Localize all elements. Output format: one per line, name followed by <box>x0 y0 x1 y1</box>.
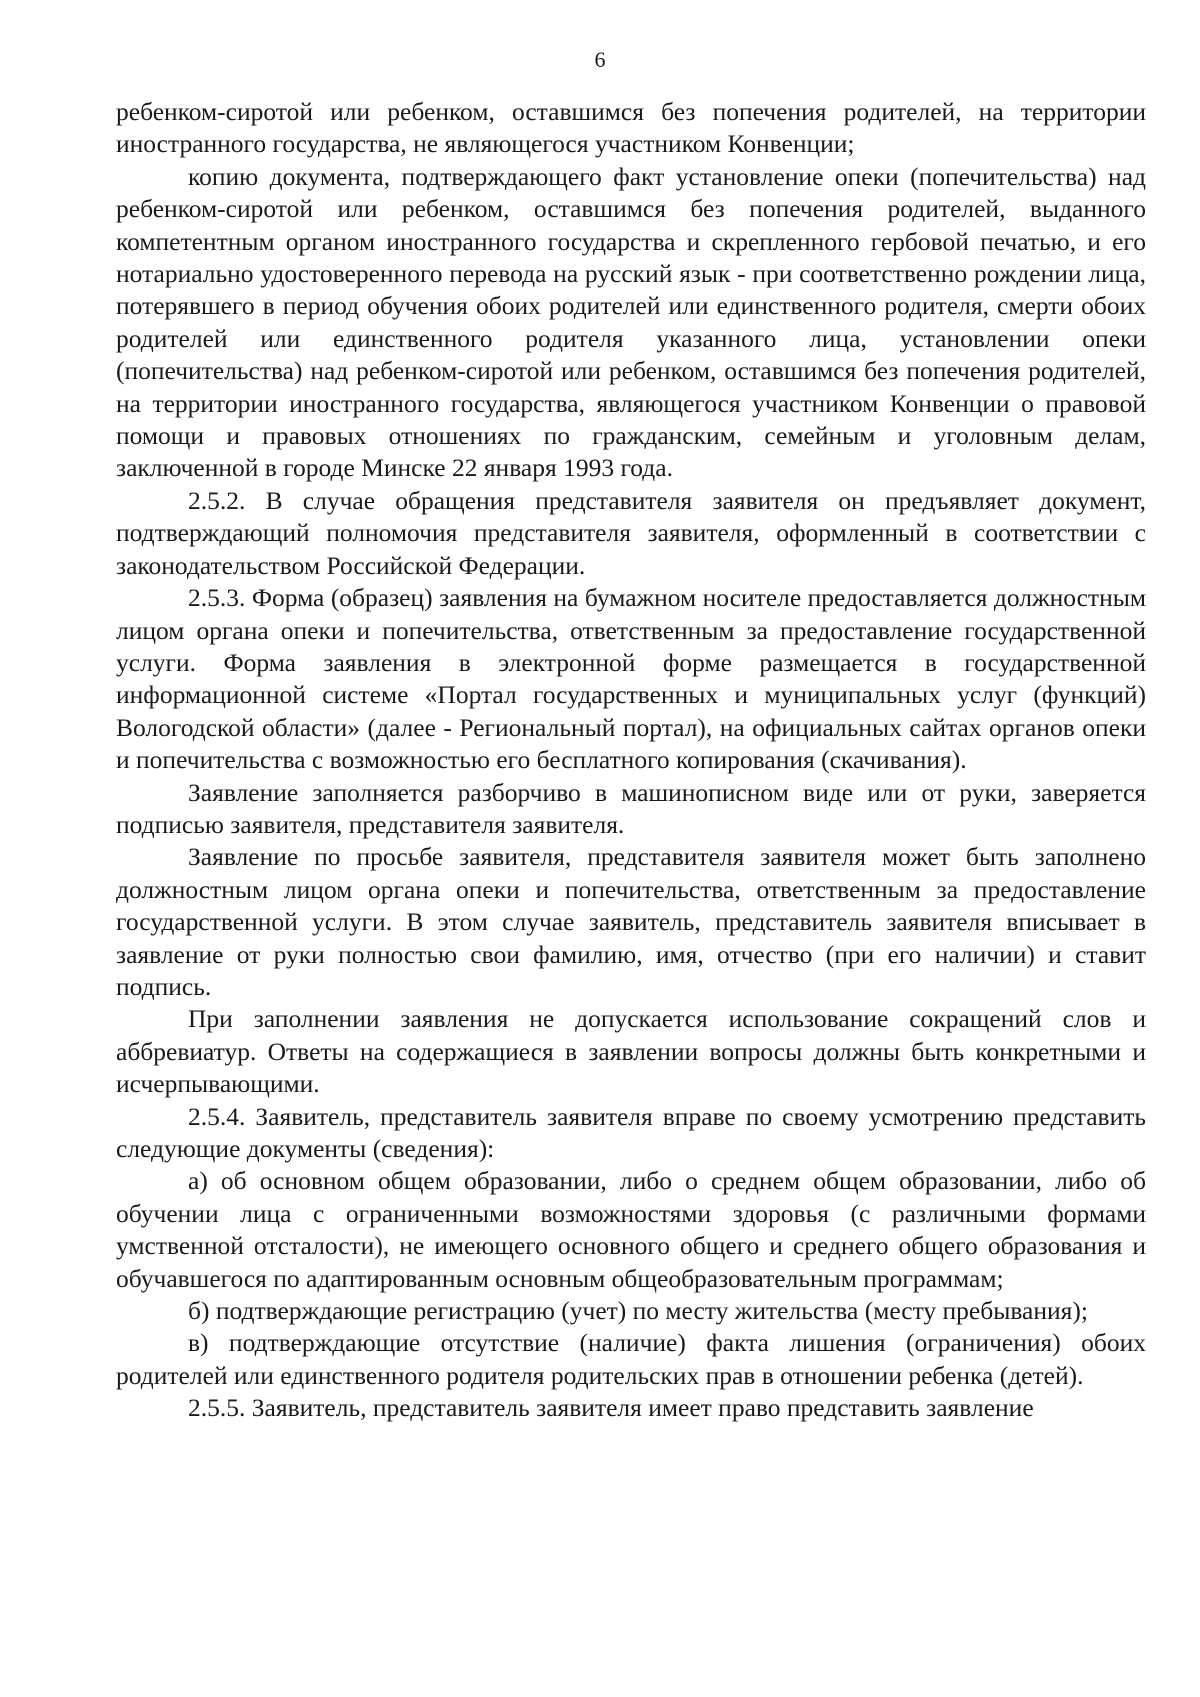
paragraph: Заявление заполняется разборчиво в машинописном виде или от руки, заверяется подписью заявителя, представителя заявителя. <box>116 777 1146 839</box>
paragraph: Заявление по просьбе заявителя, представителя заявителя может быть заполнено должностным лицом органа опеки и попечительства, ответственным за предоставление государственной услуги. В этом случае заявитель, представитель заявителя вписывает в заявление от руки полностью свои фамилию, имя, отчество (при его наличии) и ставит подпись. <box>116 842 1146 1001</box>
paragraph-2-5-2: 2.5.2. В случае обращения представителя заявителя он предъявляет документ, подтверждающий полномочия представителя заявителя, оформленный в соответствии с законодательством Российской Федерации. <box>116 485 1146 580</box>
page-number: 6 <box>594 47 606 72</box>
paragraph: ребенком-сиротой или ребенком, оставшимся без попечения родителей, на территории иностранного государства, не являющегося участником Конвенции; <box>116 97 1146 159</box>
list-item-b: б) подтверждающие регистрацию (учет) по месту жительства (месту пребывания); <box>188 1296 1088 1326</box>
list-item-a: а) об основном общем образовании, либо о среднем общем образовании, либо об обучении лица с ограниченными возможностями здоровья (с различными формами умственной отсталости), не имеющего основного общего и среднего общего образования и обучавшегося по адаптированным основным общеобразовательным программам; <box>116 1166 1146 1293</box>
list-item-v: в) подтверждающие отсутствие (наличие) факта лишения (ограничения) обоих родителей или единственного родителя родительских прав в отношении ребенка (детей). <box>116 1328 1146 1390</box>
paragraph-2-5-3: 2.5.3. Форма (образец) заявления на бумажном носителе предоставляется должностным лицом органа опеки и попечительства, ответственным за предоставление государственной услуги. Форма заявления в электронной форме размещается в государственной информационной системе «Портал государственных и муниципальных услуг (функций) Вологодской области» (далее - Региональный портал), на официальных сайтах органов опеки и попечительства с возможностью его бесплатного копирования (скачивания). <box>116 583 1146 775</box>
paragraph: При заполнении заявления не допускается использование сокращений слов и аббревиатур. Ответы на содержащиеся в заявлении вопросы должны быть конкретными и исчерпывающими. <box>116 1004 1146 1099</box>
paragraph-2-5-4: 2.5.4. Заявитель, представитель заявителя вправе по своему усмотрению представить следующие документы (сведения): <box>116 1101 1146 1163</box>
paragraph-2-5-5: 2.5.5. Заявитель, представитель заявителя имеет право представить заявление <box>188 1393 1034 1423</box>
document-body <box>116 96 1146 1425</box>
paragraph: копию документа, подтверждающего факт установление опеки (попечительства) над ребенком-сиротой или ребенком, оставшимся без попечения родителей, выданного компетентным органом иностранного государства и скрепленного гербовой печатью, и его нотариально удостоверенного перевода на русский язык - при соответственно рождении лица, потерявшего в период обучения обоих родителей или единственного родителя, смерти обоих родителей или единственного родителя указанного лица, установлении опеки (попечительства) над ребенком-сиротой или ребенком, оставшимся без попечения родителей, на территории иностранного государства, являющегося участником Конвенции о правовой помощи и правовых отношениях по гражданским, семейным и уголовным делам, заключенной в городе Минске 22 января 1993 года. <box>116 161 1146 483</box>
